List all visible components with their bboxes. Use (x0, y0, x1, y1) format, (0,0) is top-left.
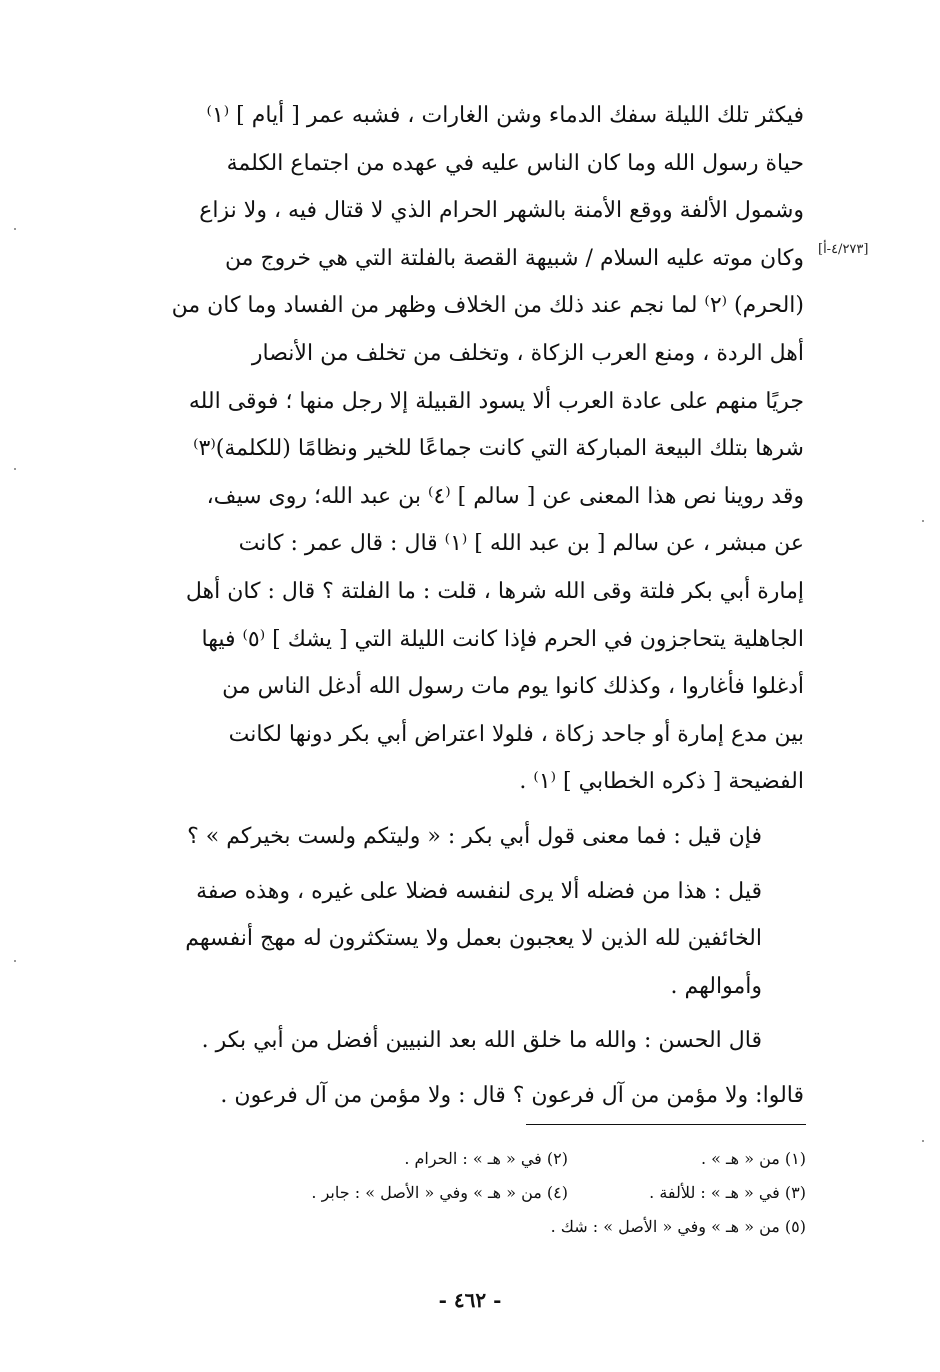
text-line: أدغلوا فأغاروا ، وكذلك كانوا يوم مات رسول الله أدغل الناس من (222, 674, 804, 700)
footnote: (١) من « هـ » . (700, 1149, 806, 1168)
footnote: (٣) في « هـ » : للألفة . (649, 1183, 806, 1202)
text-line: (الحرم) ⁽٢⁾ لما نجم عند ذلك من الخلاف وظهر من الفساد وما كان من (171, 293, 804, 319)
text-line: قال الحسن : والله ما خلق الله بعد النبيين أفضل من أبي بكر . (201, 1028, 762, 1054)
scan-speck (14, 960, 16, 962)
text-line: وأموالهم . (670, 973, 762, 999)
footnote-separator-rule (526, 1124, 806, 1125)
text-line: قيل : هذا من فضله ألا يرى لنفسه فضلا على غيره ، وهذه صفة (196, 878, 762, 904)
text-line: وكان موته عليه السلام / شبيهة القصة بالفلتة التي هي خروج من (224, 245, 804, 271)
text-line: وقد روينا نص هذا المعنى عن [ سالم ] ⁽٤⁾ بن عبد الله؛ روى سيف، (206, 483, 804, 509)
footnote-row (130, 1210, 806, 1244)
footnotes-block (130, 1142, 806, 1244)
text-line: إمارة أبي بكر فلتة وقى الله شرها ، قلت : ما الفلتة ؟ قال : كان أهل (185, 578, 804, 604)
scan-speck (14, 228, 16, 230)
paragraph (118, 1017, 804, 1065)
text-line: عن مبشر ، عن سالم [ بن عبد الله ] ⁽١⁾ قال : قال عمر : كانت (238, 531, 804, 557)
footnote-row (130, 1176, 806, 1210)
footnote: (٢) في « هـ » : الحرام . (404, 1149, 568, 1168)
text-line: الفضيحة [ ذكره الخطابي ] ⁽١⁾ . (519, 769, 804, 795)
text-line: جريًا منهم على عادة العرب ألا يسود القبيلة إلا رجل منها ؛ فوقى الله (188, 388, 804, 414)
text-line: الخائفين لله الذين لا يعجبون بعمل ولا يستكثرون له مهج أنفسهم (185, 926, 762, 952)
scan-speck (14, 468, 16, 470)
paragraph (118, 1072, 804, 1120)
text-line: قالوا: ولا مؤمن من آل فرعون ؟ قال : ولا مؤمن من آل فرعون . (220, 1082, 804, 1108)
paragraph (118, 868, 804, 1011)
text-line: بين مدع إمارة أو جاحد زكاة ، فلولا اعتراض أبي بكر دونها لكانت (228, 721, 804, 747)
text-line: فإن قيل : فما معنى قول أبي بكر : « وليتكم ولست بخيركم » ؟ (187, 823, 762, 849)
footnote: (٥) من « هـ » وفي « الأصل » : شك . (550, 1217, 806, 1236)
footnote: (٤) من « هـ » وفي « الأصل » : جابر . (311, 1183, 568, 1202)
scan-speck (922, 1140, 924, 1142)
paragraph (118, 92, 804, 806)
footnote-row (130, 1142, 806, 1176)
page-number: - ٤٦٢ - (438, 1288, 502, 1312)
main-body-text (118, 92, 804, 1119)
scan-speck (922, 520, 924, 522)
manuscript-folio-reference: [٤/٢٧٣-أ] (818, 242, 869, 257)
text-line: فيكثر تلك الليلة سفك الدماء وشن الغارات ، فشبه عمر [ أيام ] ⁽١⁾ (206, 103, 804, 128)
paragraph (118, 813, 804, 861)
text-line: الجاهلية يتحاجزون في الحرم فإذا كانت الليلة التي [ يشك ] ⁽٥⁾ فيها (201, 626, 804, 652)
text-line: شرها بتلك البيعة المباركة التي كانت جماعًا للخير ونظامًا (للكلمة)⁽٣⁾ (193, 436, 804, 462)
text-line: وشمول الألفة ووقع الأمنة بالشهر الحرام الذي لا قتال فيه ، ولا نزاع (199, 198, 804, 224)
text-line: حياة رسول الله وما كان الناس عليه في عهده من اجتماع الكلمة (226, 150, 804, 176)
text-line: أهل الردة ، ومنع العرب الزكاة ، وتخلف من تخلف من الأنصار (251, 340, 804, 366)
